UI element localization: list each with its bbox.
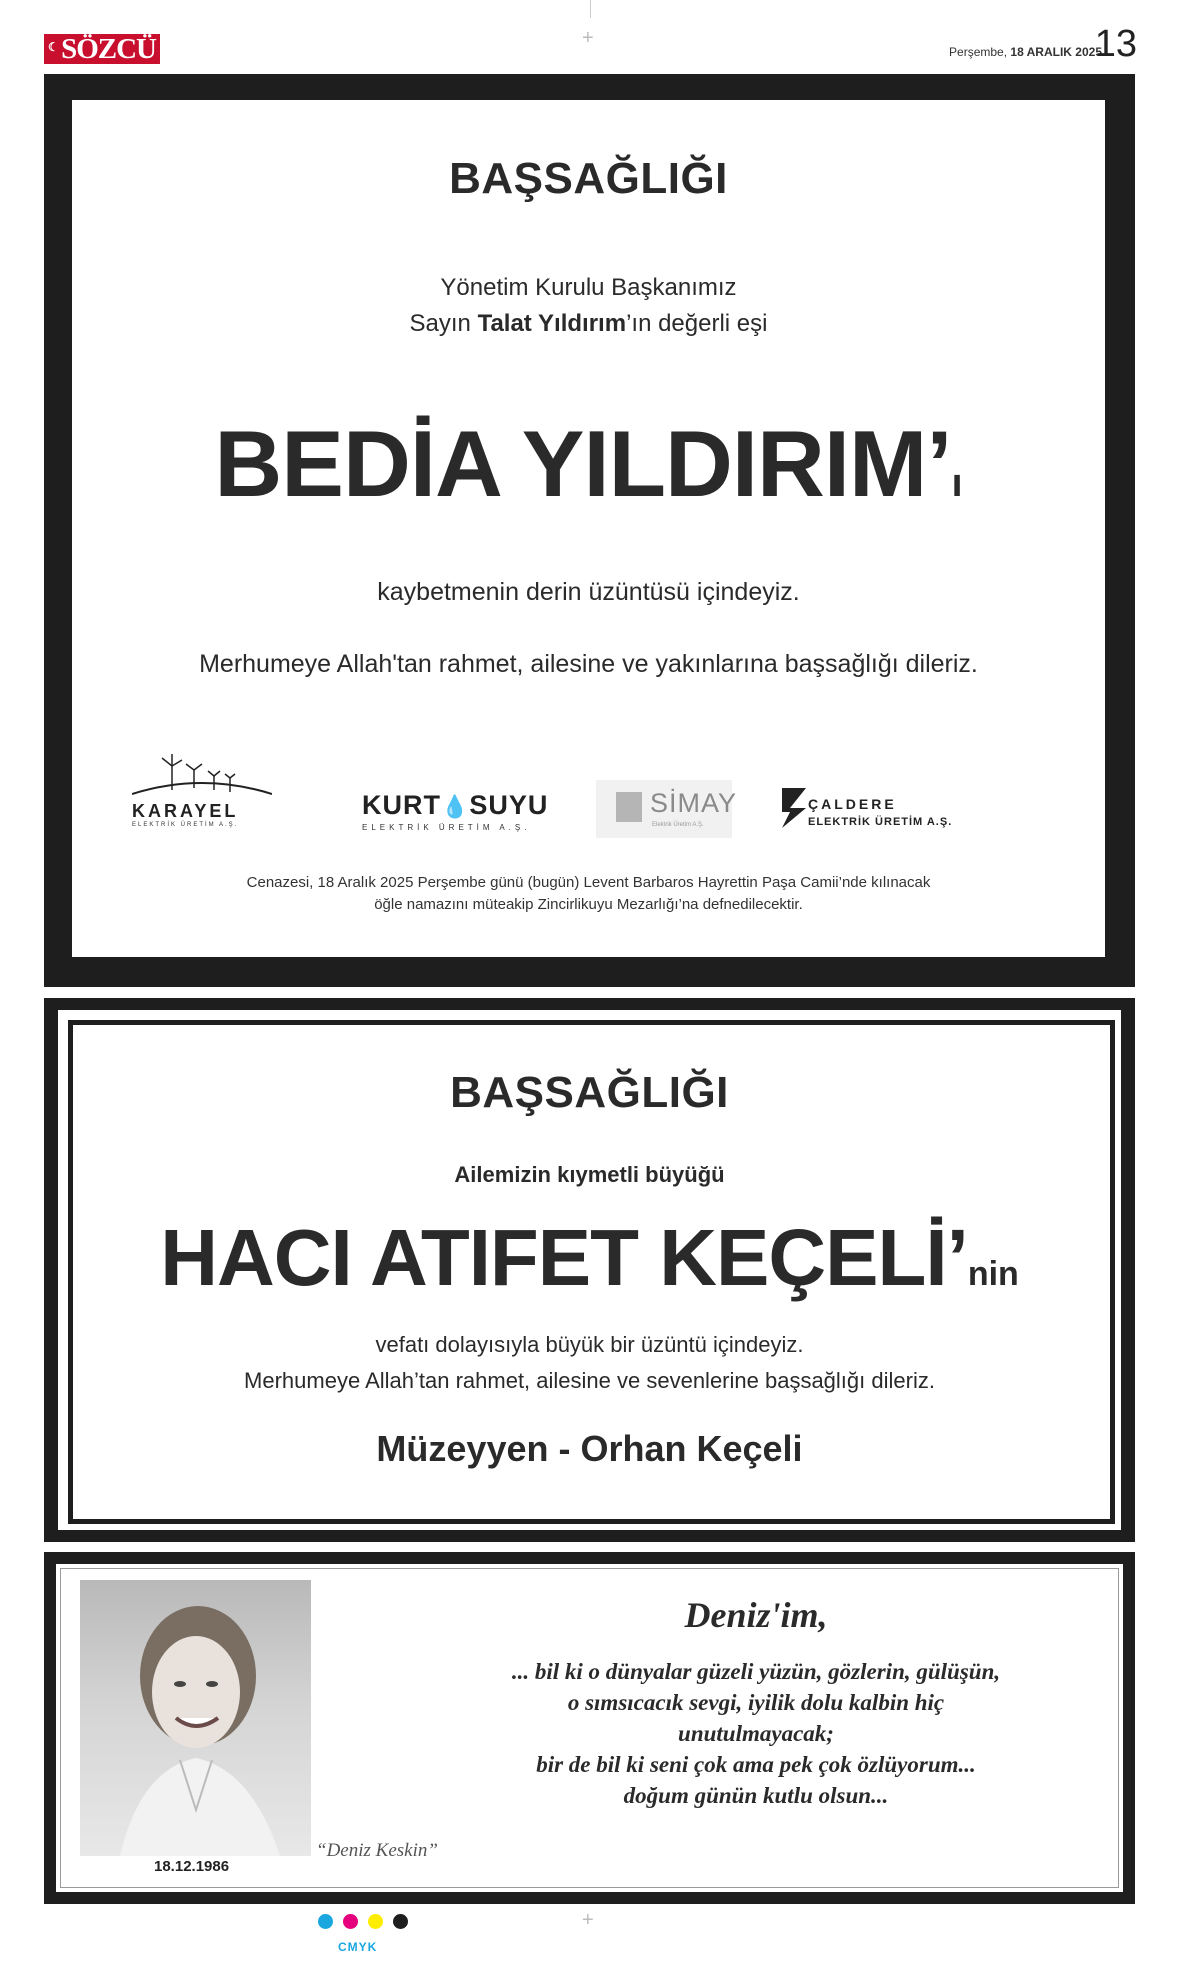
notice-2-line3: Merhumeye Allah’tan rahmet, ailesine ve sevenlerine başsağlığı dileriz. <box>244 1368 935 1393</box>
notice-3-body <box>56 1564 1123 1892</box>
logo-simay: SİMAY Elektrik Üretim A.Ş. <box>596 780 732 838</box>
message-line: ... bil ki o dünyalar güzeli yüzün, gözlerin, gülüşün, <box>511 1659 1001 1684</box>
notice-1-title: BAŞSAĞLIĞI <box>449 154 728 203</box>
notice-1-line3: kaybetmenin derin üzüntüsü içindeyiz. <box>377 578 800 606</box>
notice-2-title: BAŞSAĞLIĞI <box>450 1068 729 1117</box>
notice-1-line2: Sayın Talat Yıldırım’ın değerli eşi <box>409 310 768 337</box>
notice-2-body <box>58 1010 1121 1530</box>
magenta-dot-icon <box>343 1914 358 1929</box>
notice-2-deceased-name: HACI ATIFET KEÇELİ’nin <box>160 1213 1019 1302</box>
newspaper-logo[interactable]: ☾ SÖZCÜ <box>44 34 160 64</box>
notice-3-frame <box>44 1552 1135 1904</box>
notice-2-line2: vefatı dolayısıyla büyük bir üzüntü içindeyiz. <box>375 1332 804 1357</box>
portrait-figure-icon <box>80 1580 311 1856</box>
header-date: Perşembe, 18 ARALIK 2025 <box>949 45 1102 59</box>
logo-caldere: ÇALDERE ELEKTRİK ÜRETİM A.Ş. <box>778 784 938 840</box>
notice-2-frame <box>44 998 1135 1542</box>
water-drop-icon: 💧 <box>441 794 470 819</box>
notice-1-deceased-name: BEDİA YILDIRIM’ı <box>214 411 963 516</box>
message-line: bir de bil ki seni çok ama pek çok özlüyorum... <box>536 1752 976 1777</box>
photo-date: 18.12.1986 <box>154 1858 230 1875</box>
logo-karayel: KARAYEL ELEKTRİK ÜRETİM A.Ş. <box>132 752 272 830</box>
notice-1-line1: Yönetim Kurulu Başkanımız <box>440 274 737 301</box>
cmyk-label: CMYK <box>338 1940 378 1954</box>
notice-1-funeral-line1: Cenazesi, 18 Aralık 2025 Perşembe günü (bugün) Levent Barbaros Hayrettin Paşa Camii’nde kılınacak <box>246 874 931 891</box>
notice-2-signature: Müzeyyen - Orhan Keçeli <box>376 1428 803 1469</box>
yellow-dot-icon <box>368 1914 383 1929</box>
notice-2-line1: Ailemizin kıymetli büyüğü <box>454 1162 725 1187</box>
caldere-mark-icon <box>778 784 810 832</box>
logo-kurtsuyu: KURT💧SUYU ELEKTRİK ÜRETİM A.Ş. <box>362 790 549 832</box>
cmyk-dots <box>318 1912 418 1932</box>
wind-turbine-icon <box>132 752 272 802</box>
message-body <box>426 1656 1086 1811</box>
notice-1-body <box>72 100 1105 957</box>
simay-mark-icon <box>616 792 642 822</box>
page-number: 13 <box>1094 23 1137 65</box>
notice-1-line4: Merhumeye Allah'tan rahmet, ailesine ve yakınlarına başsağlığı dileriz. <box>199 650 978 678</box>
notice-1-frame <box>44 74 1135 987</box>
message-greeting: Deniz'im, <box>684 1595 828 1635</box>
photo-caption: “Deniz Keskin” <box>316 1840 438 1861</box>
message-line: unutulmayacak; <box>678 1721 834 1746</box>
logo-flag-icon: ☾ <box>48 40 59 54</box>
black-dot-icon <box>393 1914 408 1929</box>
message-line: doğum günün kutlu olsun... <box>623 1783 889 1808</box>
crop-line <box>590 0 591 18</box>
crop-mark-icon: + <box>582 27 594 49</box>
crop-mark-icon: + <box>582 1909 594 1931</box>
cyan-dot-icon <box>318 1914 333 1929</box>
notice-1-funeral-line2: öğle namazını müteakip Zincirlikuyu Mezarlığı’na defnedilecektir. <box>374 896 803 913</box>
message-line: o sımsıcacık sevgi, iyilik dolu kalbin hiç <box>567 1690 945 1715</box>
portrait-photo <box>80 1580 311 1856</box>
